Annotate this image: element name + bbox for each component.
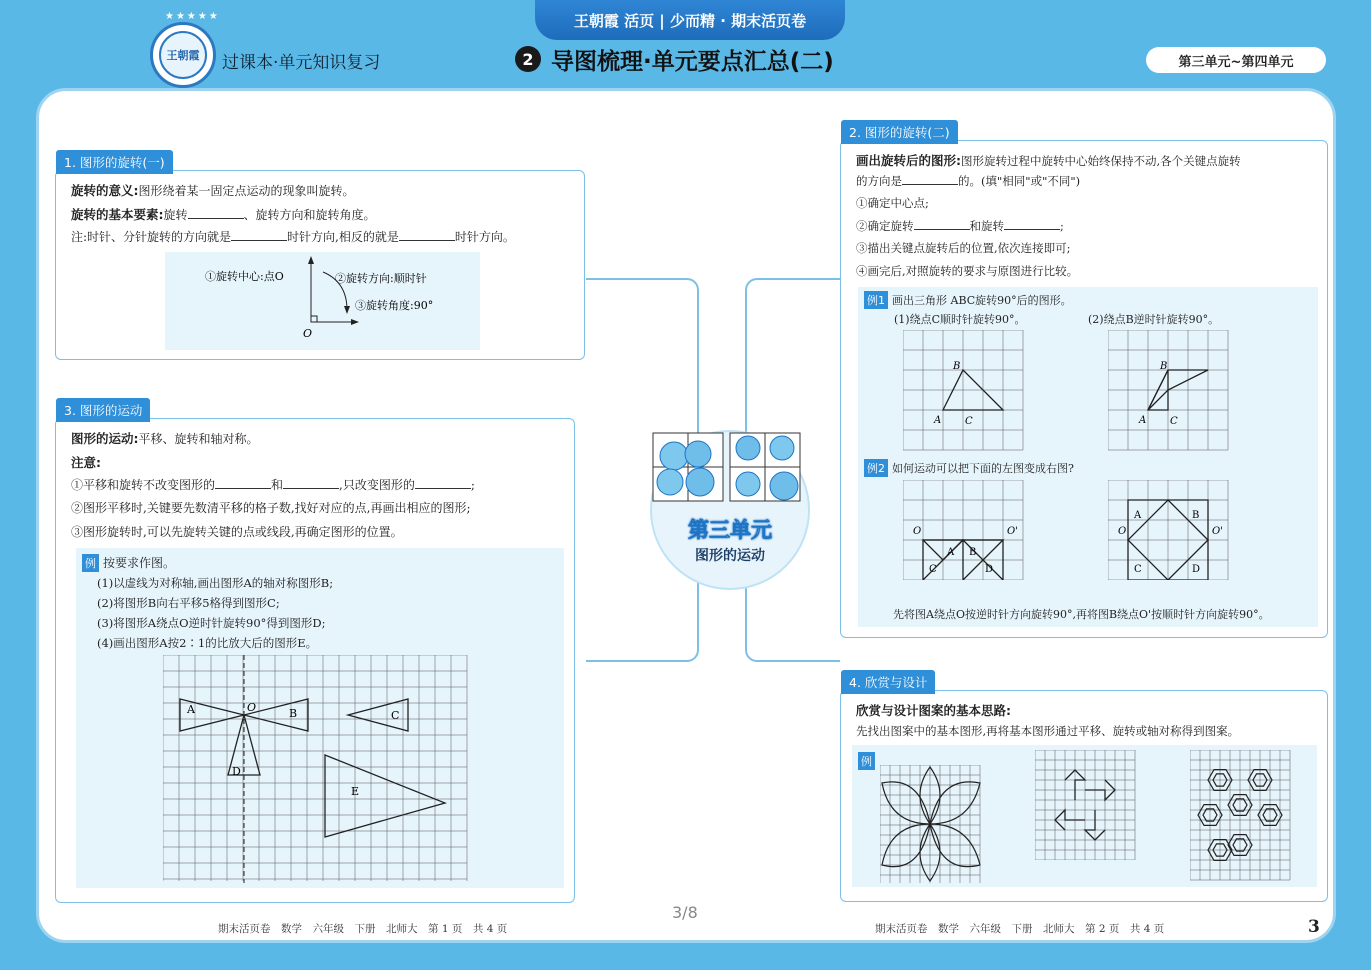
text-line: 的方向是 的。(填"相同"或"不同") bbox=[856, 174, 1081, 188]
svg-text:D: D bbox=[1192, 564, 1201, 575]
text-line: 旋转的意义:图形绕着某一固定点运动的现象叫旋转。 bbox=[71, 183, 355, 198]
svg-text:C: C bbox=[1134, 564, 1142, 575]
text-line: ③图形旋转时,可以先旋转关键的点或线段,再确定图形的位置。 bbox=[71, 525, 403, 539]
motion-grid-figure bbox=[163, 655, 469, 883]
rotation-grid-1 bbox=[903, 330, 1025, 452]
task-line: (1)绕点C顺时针旋转90°。 bbox=[894, 313, 1026, 326]
text-line: 画出旋转后的图形:图形旋转过程中旋转中心始终保持不动,各个关键点旋转 bbox=[856, 153, 1241, 168]
page-indicator: 3/8 bbox=[672, 903, 698, 922]
brand-logo bbox=[150, 11, 220, 88]
example-heading: 例 按要求作图。 bbox=[82, 554, 175, 572]
transform-grid-left bbox=[903, 480, 1025, 580]
step-line: ④画完后,对照旋转的要求与原图进行比较。 bbox=[856, 264, 1079, 278]
task-line: (3)将图形A绕点O逆时针旋转90°得到图形D; bbox=[97, 616, 326, 630]
header-subtitle: 过课本·单元知识复习 bbox=[222, 53, 381, 73]
answer-blank[interactable] bbox=[283, 477, 339, 489]
answer-blank[interactable] bbox=[188, 207, 244, 219]
point-label: O bbox=[303, 327, 313, 340]
example-heading: 例1 画出三角形 ABC旋转90°后的图形。 bbox=[864, 291, 1072, 309]
example-heading: 例 bbox=[858, 752, 879, 770]
answer-blank[interactable] bbox=[415, 477, 471, 489]
task-line: (1)以虚线为对称轴,画出图形A的轴对称图形B; bbox=[97, 576, 334, 590]
arrow-pattern bbox=[1035, 750, 1137, 860]
answer-blank[interactable] bbox=[231, 229, 287, 241]
section-tag: 2. 图形的旋转(二) bbox=[841, 120, 958, 144]
direction-label: ②旋转方向:顺时针 bbox=[335, 272, 427, 285]
footer-left: 期末活页卷 数学 六年级 下册 北师大 第 1 页 共 4 页 bbox=[218, 923, 508, 935]
title-number-badge: 2 bbox=[515, 46, 541, 72]
svg-text:B: B bbox=[1192, 510, 1200, 521]
angle-label: ③旋转角度:90° bbox=[355, 299, 434, 312]
hexagon-pattern bbox=[1190, 750, 1292, 885]
flower-pattern bbox=[880, 765, 982, 883]
task-line: (2)将图形B向右平移5格得到图形C; bbox=[97, 596, 280, 610]
svg-text:B: B bbox=[953, 361, 961, 372]
task-line: (2)绕点B逆时针旋转90°。 bbox=[1088, 313, 1220, 326]
task-line: (4)画出图形A按2∶1的比放大后的图形E。 bbox=[97, 636, 318, 650]
step-line: ②确定旋转 和旋转 ; bbox=[856, 219, 1064, 233]
step-line: ③描出关键点旋转后的位置,依次连接即可; bbox=[856, 241, 1071, 255]
text-line: 注意: bbox=[71, 455, 101, 470]
point-label: O bbox=[247, 701, 257, 714]
svg-text:A: A bbox=[947, 547, 955, 558]
answer-blank[interactable] bbox=[399, 229, 455, 241]
apple-pattern-image bbox=[652, 432, 802, 502]
shape-label: C bbox=[391, 709, 400, 722]
svg-text:O: O bbox=[913, 526, 922, 537]
section-tag: 3. 图形的运动 bbox=[56, 398, 150, 422]
svg-text:O': O' bbox=[1212, 526, 1223, 537]
series-tab: 王朝霞 活页 | 少而精 · 期末活页卷 bbox=[535, 0, 845, 40]
svg-text:C: C bbox=[929, 564, 937, 575]
text-line: 欣赏与设计图案的基本思路: bbox=[856, 703, 1011, 718]
hub-subtitle: 图形的运动 bbox=[695, 548, 765, 564]
svg-text:D: D bbox=[985, 564, 994, 575]
text-line: ①平移和旋转不改变图形的 和 ,只改变图形的 ; bbox=[71, 478, 475, 492]
shape-label: D bbox=[232, 765, 241, 778]
svg-text:A: A bbox=[934, 415, 942, 426]
text-line: 图形的运动:平移、旋转和轴对称。 bbox=[71, 431, 259, 446]
hub-title: 第三单元 bbox=[688, 518, 772, 542]
answer-blank[interactable] bbox=[914, 218, 970, 230]
svg-text:C: C bbox=[965, 416, 973, 427]
svg-text:B: B bbox=[969, 547, 977, 558]
step-line: ①确定中心点; bbox=[856, 196, 929, 210]
rotation-elements-figure bbox=[165, 252, 480, 350]
answer-blank[interactable] bbox=[1004, 218, 1060, 230]
text-line: ②图形平移时,关键要先数清平移的格子数,找好对应的点,再画出相应的图形; bbox=[71, 501, 471, 515]
rotation-grid-2 bbox=[1108, 330, 1230, 452]
answer-blank[interactable] bbox=[902, 173, 958, 185]
text-line: 先找出图案中的基本图形,再将基本图形通过平移、旋转或轴对称得到图案。 bbox=[856, 724, 1240, 738]
svg-text:C: C bbox=[1170, 416, 1178, 427]
logo-text: 王朝霞 bbox=[159, 31, 207, 79]
footer-right: 期末活页卷 数学 六年级 下册 北师大 第 2 页 共 4 页 bbox=[875, 923, 1165, 935]
answer-blank[interactable] bbox=[215, 477, 271, 489]
example-heading: 例2 如何运动可以把下面的左图变成右图? bbox=[864, 459, 1074, 477]
shape-label: A bbox=[187, 703, 195, 716]
page-number: 3 bbox=[1308, 917, 1320, 937]
unit-range-badge: 第三单元~第四单元 bbox=[1146, 47, 1326, 73]
text-line: 旋转的基本要素:旋转 、旋转方向和旋转角度。 bbox=[71, 207, 376, 222]
grid-lines bbox=[163, 655, 467, 881]
section-tag: 4. 欣赏与设计 bbox=[841, 670, 935, 694]
shape-label: E bbox=[351, 785, 360, 798]
transform-grid-right bbox=[1108, 480, 1230, 580]
svg-text:A: A bbox=[1139, 415, 1147, 426]
title-text: 导图梳理·单元要点汇总(二) bbox=[551, 48, 834, 75]
svg-text:O: O bbox=[1118, 526, 1127, 537]
section-tag: 1. 图形的旋转(一) bbox=[56, 150, 173, 174]
svg-text:A: A bbox=[1134, 510, 1142, 521]
text-line: 注:时针、分针旋转的方向就是 时针方向,相反的就是 时针方向。 bbox=[71, 230, 515, 244]
svg-text:O': O' bbox=[1007, 526, 1018, 537]
svg-text:B: B bbox=[1160, 361, 1168, 372]
answer-text: 先将图A绕点O按逆时针方向旋转90°,再将图B绕点O'按顺时针方向旋转90°。 bbox=[893, 608, 1270, 621]
stars-icon: ★★★★★ bbox=[165, 11, 220, 22]
page-title bbox=[515, 42, 834, 76]
shape-label: B bbox=[289, 707, 298, 720]
center-label: ①旋转中心:点O bbox=[205, 270, 284, 283]
